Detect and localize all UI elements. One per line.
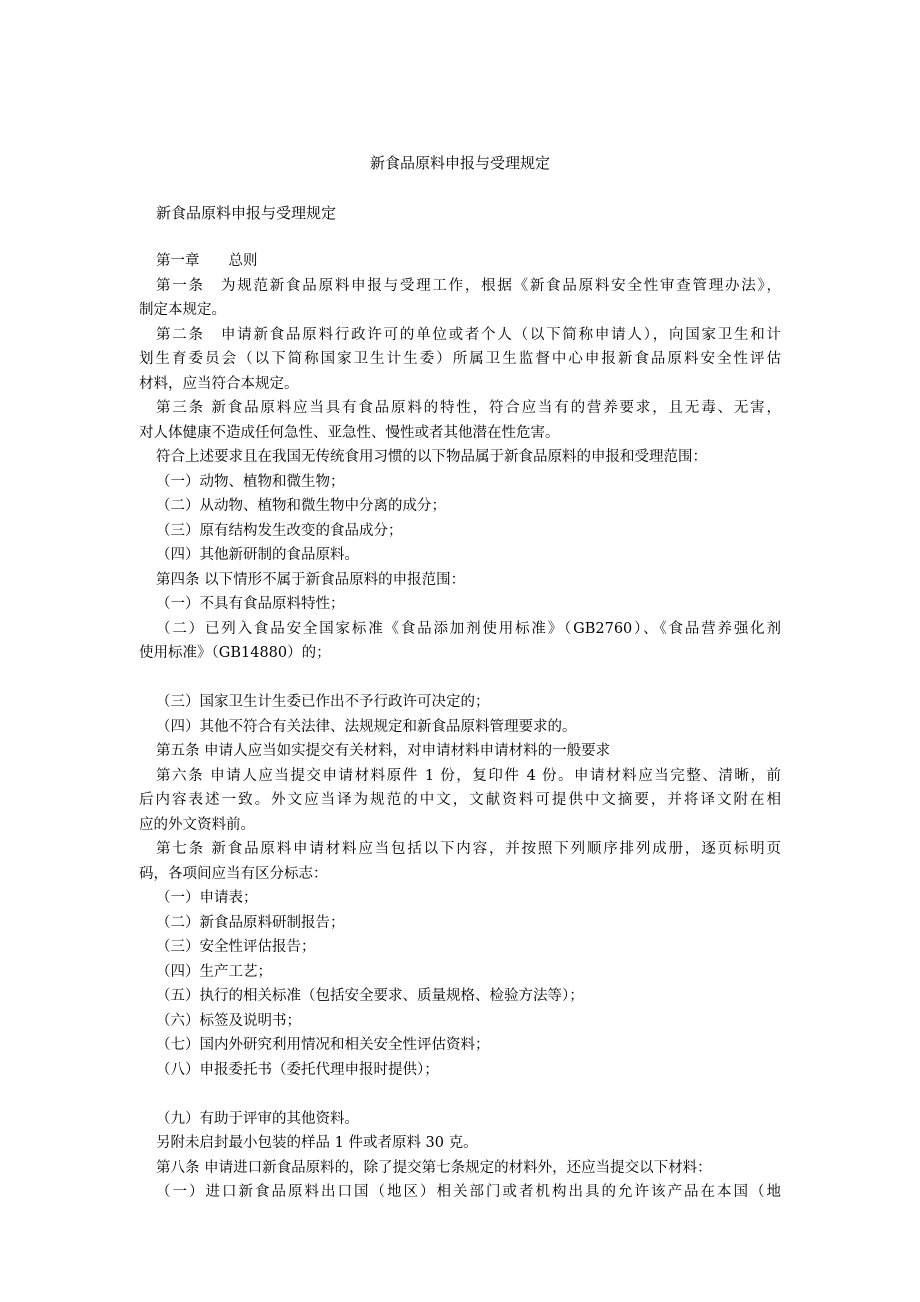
- text-line: （四）生产工艺；: [156, 963, 272, 980]
- text-line: 材料，应当符合本规定。: [139, 375, 299, 392]
- text-line: 第三条 新食品原料应当具有食品原料的特性，符合应当有的营养要求，且无毒、无害，: [156, 400, 781, 416]
- document-title: 新食品原料申报与受理规定: [369, 154, 550, 172]
- text-line: （二）从动物、植物和微生物中分离的成分；: [156, 498, 446, 514]
- text-line: 第一章 总则: [156, 253, 258, 269]
- text-line: （二）已列入食品安全国家标准《食品添加剂使用标准》（GB2760）、《食品营养强化剂: [156, 620, 781, 637]
- text-line: 使用标准》（GB14880）的；: [139, 645, 331, 661]
- text-line: 第六条 申请人应当提交申请材料原件 1 份，复印件 4 份。申请材料应当完整、清晰，前: [156, 767, 781, 784]
- blank-line: [139, 666, 781, 691]
- text-line: 第二条 申请新食品原料行政许可的单位或者个人（以下简称申请人），向国家卫生和计: [156, 326, 781, 343]
- text-line: （八）申报委托书（委托代理申报时提供）；: [156, 1061, 439, 1078]
- text-line: 对人体健康不造成任何急性、亚急性、慢性或者其他潜在性危害。: [139, 424, 560, 441]
- text-line: 码，各项间应当有区分标志：: [139, 865, 328, 882]
- text-line: （六）标签及说明书；: [156, 1012, 301, 1029]
- text-line: （九）有助于评审的其他资料。: [156, 1110, 359, 1127]
- text-line: （一）不具有食品原料特性；: [156, 596, 345, 612]
- text-line: （三）安全性评估报告；: [156, 939, 316, 955]
- text-line: （一）申请表；: [156, 890, 258, 906]
- text-line: （一）动物、植物和微生物；: [156, 473, 345, 490]
- blank-line: [139, 1082, 781, 1107]
- text-line: 符合上述要求且在我国无传统食用习惯的以下物品属于新食品原料的申报和受理范围：: [156, 449, 707, 465]
- text-line: 制定本规定。: [139, 302, 226, 318]
- text-line: （七）国内外研究利用情况和相关安全性评估资料；: [156, 1037, 490, 1053]
- text-line: （三）原有结构发生改变的食品成分；: [156, 522, 403, 539]
- text-line: （一）进口新食品原料出口国（地区）相关部门或者机构出具的允许该产品在本国（地: [156, 1184, 781, 1200]
- text-line: （四）其他新研制的食品原料。: [156, 547, 359, 563]
- text-line: 应的外文资料前。: [139, 816, 255, 833]
- text-line: 第四条 以下情形不属于新食品原料的申报范围：: [156, 571, 466, 588]
- text-line: （三）国家卫生计生委已作出不予行政许可决定的；: [156, 694, 490, 710]
- text-line: （四）其他不符合有关法律、法规规定和新食品原料管理要求的。: [156, 718, 577, 735]
- text-line: 第五条 申请人应当如实提交有关材料，对申请材料申请材料的一般要求: [156, 743, 611, 759]
- text-line: （二）新食品原料研制报告；: [156, 914, 345, 931]
- text-line: 第一条 为规范新食品原料申报与受理工作，根据《新食品原料安全性审查管理办法》，: [156, 277, 781, 294]
- document-body: [139, 249, 781, 1205]
- text-line: （五）执行的相关标准（包括安全要求、质量规格、检验方法等）；: [156, 988, 584, 1004]
- text-line: 第七条 新食品原料申请材料应当包括以下内容，并按照下列顺序排列成册，逐页标明页: [156, 841, 781, 857]
- text-line: 后内容表述一致。外文应当译为规范的中文，文献资料可提供中文摘要，并将译文附在相: [139, 792, 781, 808]
- text-line: 划生育委员会（以下简称国家卫生计生委）所属卫生监督中心申报新食品原料安全性评估: [139, 351, 781, 367]
- text-line: 另附未启封最小包装的样品 1 件或者原料 30 克。: [156, 1135, 478, 1151]
- document-subtitle: 新食品原料申报与受理规定: [156, 204, 337, 222]
- text-line: 第八条 申请进口新食品原料的，除了提交第七条规定的材料外，还应当提交以下材料：: [156, 1159, 712, 1176]
